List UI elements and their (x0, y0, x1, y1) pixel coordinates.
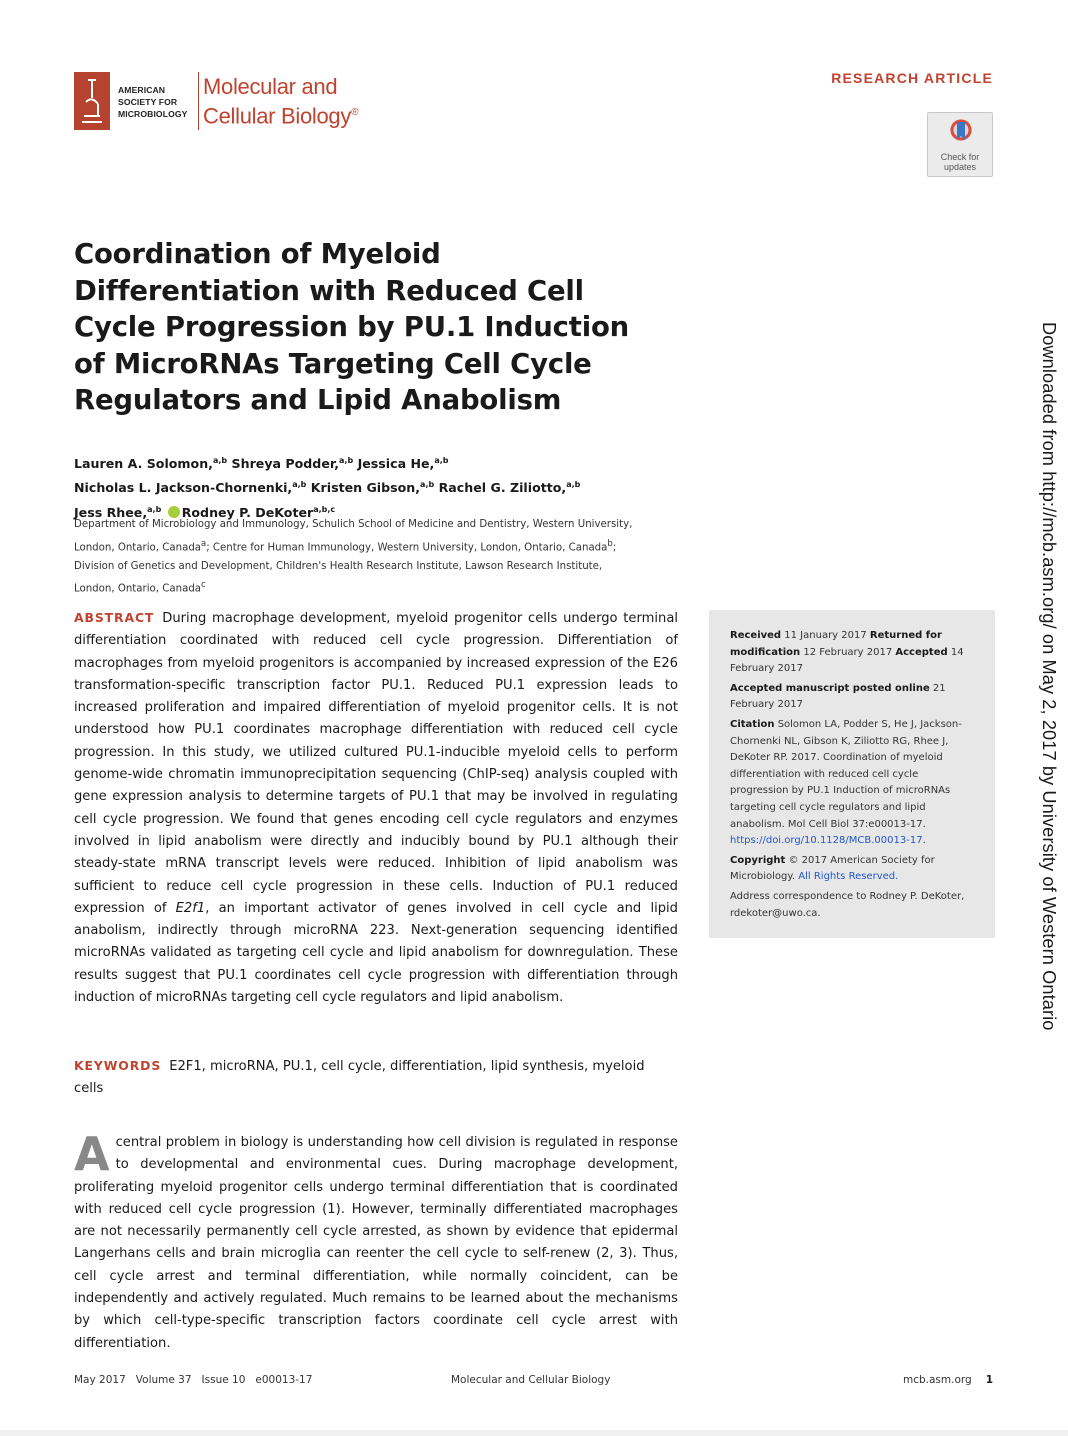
correspondence-block: Address correspondence to Rodney P. DeKoter, rdekoter@uwo.ca. (730, 890, 965, 919)
keywords: KEYWORDS E2F1, microRNA, PU.1, cell cycle, differentiation, lipid synthesis, myeloid cells (74, 1058, 645, 1097)
author[interactable]: Rachel G. Ziliotto,$^{a,b}$ (438, 480, 581, 496)
author[interactable]: Shreya Podder,$^{a,b}$ (231, 456, 354, 472)
footer-site (903, 1374, 993, 1386)
affiliations: Department of Microbiology and Immunology, Schulich School of Medicine and Dentistry, Western University, London, Ontario, Canada$^a$; Centre for Human Immunology, Western University, London, Ontario, Canada$^b$; Division of Genetics and Development, Children's Health Research Institute, Lawson Research Institute, London, Ontario, Canada$^c$ (74, 519, 633, 595)
article-info-sidebar (709, 610, 995, 938)
society-name: AMERICAN SOCIETY FOR MICROBIOLOGY (118, 85, 188, 119)
author[interactable]: Jessica He,$^{a,b}$ (357, 456, 449, 472)
check-for-updates-label: Check for updates (940, 152, 980, 172)
page-number: 1 (985, 1374, 993, 1386)
footer-url[interactable]: mcb.asm.org (902, 1374, 972, 1386)
download-notice: Downloaded from http://mcb.asm.org/ on May 2, 2017 by University of Western Ontario (1039, 322, 1059, 1031)
check-for-updates-button[interactable] (927, 112, 993, 177)
posted-block: Accepted manuscript posted online 21 February 2017 (730, 682, 946, 711)
author[interactable]: Nicholas L. Jackson-Chornenki,$^{a,b}$ (74, 480, 307, 496)
author[interactable]: Jess Rhee,$^{a,b}$ (74, 504, 162, 520)
author[interactable]: Rodney P. DeKoter$^{a,b,c}$ (181, 504, 336, 520)
author[interactable]: Kristen Gibson,$^{a,b}$ (310, 480, 435, 496)
doi-link[interactable]: https://doi.org/10.1128/MCB.00013-17 (730, 835, 923, 847)
citation-block: Citation Solomon LA, Podder S, He J, Jackson-Chornenki NL, Gibson K, Ziliotto RG, Rhee J, DeKoter RP. 2017. Coordination of myeloid differentiation with reduced cell cycle progression by PU.1 Induction of microRNAs targeting cell cycle regulators and lipid anabolism. Mol Cell Biol 37:e00013-17. https://doi.org/10.1128/MCB.00013-17. (730, 718, 962, 847)
download-notice-wrapper (1031, 322, 1061, 1112)
journal-logo-block (74, 72, 382, 134)
article-title: Coordination of Myeloid Differentiation with Reduced Cell Cycle Progression by PU.1 Induction of MicroRNAs Targeting Cell Cycle Regulators and Lipid Anabolism (74, 238, 630, 416)
footer-issue-info: May 2017 Volume 37 Issue 10 e00013-17 (74, 1374, 313, 1386)
asm-microscope-logo (74, 72, 110, 130)
journal-name: Molecular and Cellular Biology® (203, 74, 359, 129)
rights-link[interactable]: All Rights Reserved. (798, 871, 899, 883)
author[interactable]: Lauren A. Solomon,$^{a,b}$ (74, 456, 228, 472)
copyright-block: Copyright © 2017 American Society for Microbiology. All Rights Reserved. (730, 854, 935, 883)
bottom-border (0, 1430, 1068, 1436)
abstract-label: ABSTRACT (74, 610, 155, 625)
abstract: ABSTRACT During macrophage development, myeloid progenitor cells undergo terminal differentiation coordinated with reduced cell cycle progression. Differentiation of macrophages from myeloid progenitors is accompanied by increased expression of the E26 transformation-specific transcription factor PU.1. Reduced PU.1 expression leads to increased proliferation and impaired differentiation of myeloid progenitor cells. It is not understood how PU.1 coordinates macrophage differentiation with reduced cell cycle progression. In this study, we utilized cultured PU.1-inducible myeloid cells to perform genome-wide chromatin immunoprecipitation sequencing (ChIP-seq) analysis coupled with gene expression analysis to determine targets of PU.1 that may be involved in regulating cell cycle progression. We found that genes encoding cell cycle regulators and enzymes involved in lipid anabolism were directly and inducibly bound by PU.1 although their steady-state mRNA transcript levels were reduced. Inhibition of lipid anabolism was sufficient to reduce cell cycle progression in these cells. Induction of PU.1 reduced expression of E2f1, an important activator of genes involved in cell cycle and lipid anabolism, indirectly through microRNA 223. Next-generation sequencing identified microRNAs validated as targeting cell cycle and lipid anabolism for downregulation. These results suggest that PU.1 coordinates cell cycle progression with differentiation through induction of microRNAs targeting cell cycle regulators and lipid anabolism. (74, 610, 678, 1006)
logo-divider (198, 72, 199, 130)
dates-block: Received 11 January 2017 Returned for modification 12 February 2017 Accepted 14 February 2017 (730, 630, 964, 675)
intro-paragraph: Acentral problem in biology is understanding how cell division is regulated in response to developmental and environmental cues. During macrophage development, proliferating myeloid progenitor cells undergo terminal differentiation that is coordinated with reduced cell cycle progression (1). However, terminally differentiated macrophages are not necessarily permanently cell cycle arrested, as shown by evidence that epidermal Langerhans cells and brain microglia can reenter the cell cycle to self-renew (2, 3). Thus, cell cycle arrest and terminal differentiation, while normally coincident, can be independently and actively regulated. Much remains to be learned about the mechanisms by which cell-type-specific transcription factors coordinate cell cycle arrest with differentiation. (74, 1127, 678, 1351)
article-type-label: RESEARCH ARTICLE (831, 70, 993, 86)
author-list (74, 450, 684, 523)
bookmark-icon (948, 118, 974, 150)
footer-journal: Molecular and Cellular Biology (451, 1374, 611, 1386)
keywords-label: KEYWORDS (74, 1058, 162, 1073)
drop-cap: A (74, 1127, 110, 1181)
